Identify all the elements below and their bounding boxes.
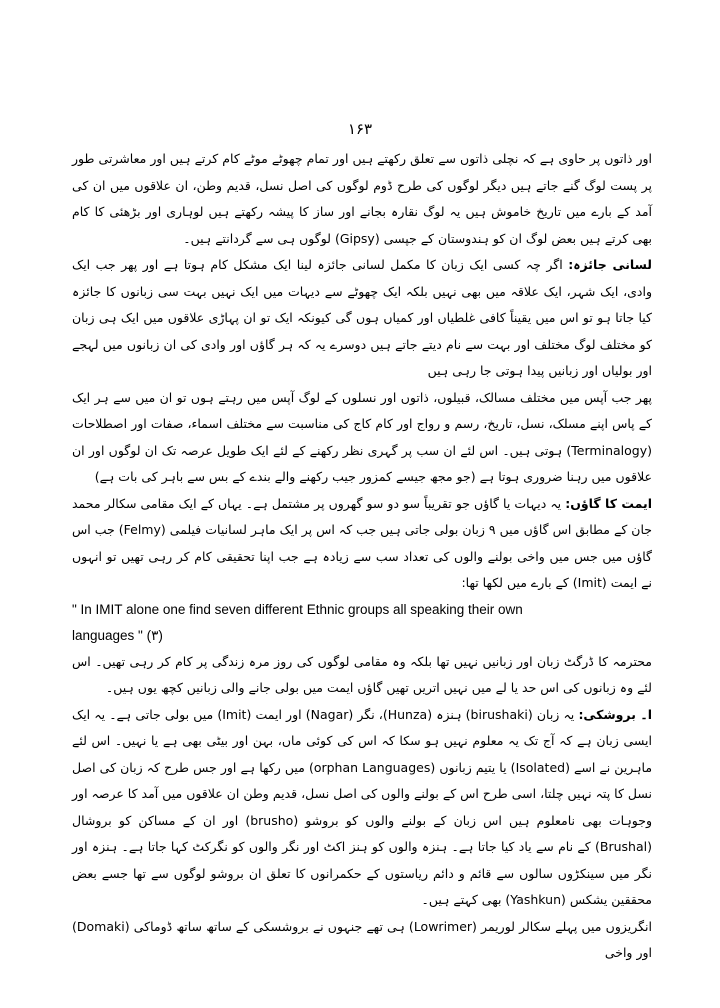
paragraph-languages-intro: محترمہ کا ڈرگٹ زبان اور زبانیں نہیں تھا بلکہ وہ مقامی لوگوں کی روز مرہ زندگی پر کام کر رہی تھیں۔ اس لئے وہ زبانوں کی اس حد یا لے میں نہیں اتریں تھیں گاؤں ایمت میں بولی جانے والی زبانیں کچھ یوں ہیں۔ [72, 653, 652, 695]
paragraph-burushaski [72, 702, 652, 914]
paragraph-dom-people: اور ذاتوں پر حاوی ہے کہ نچلی ذاتوں سے تعلق رکھتے ہیں اور تمام چھوٹے موٹے کام کرتے ہیں اور معاشرتی طور پر پست لوگ گنے جاتے ہیں دیگر لوگوں کی طرح ڈوم لوگوں کی اصل نسل، قدیم وطن، ان علاقوں میں ان کی آمد کے بارے میں تاریخ خاموش ہیں یہ لوگ نقارہ بجانے اور ساز کا پیشہ رکھتے ہیں لوہاری اور بڑھئی کا کام بھی کرتے ہیں بعض لوگ ان کو ہندوستان کے جپسی (Gipsy) لوگوں ہی سے گردانتے ہیں۔ [72, 151, 652, 246]
quote-line-2: languages " (۳) [72, 627, 163, 643]
paragraph-linguistic-survey [72, 252, 652, 385]
heading-imit-village: ایمت کا گاؤں: [565, 495, 652, 511]
paragraph-terminology: پھر جب آپس میں مختلف مسالک، قبیلوں، ذاتوں اور نسلوں کے لوگ آپس میں رہتے ہوں تو ان میں سے ہر ایک کے پاس اپنے مسلک، نسل، تاریخ، رسم و رواج اور کام کاج کی مناسبت سے مختلف اسماء، صفات اور اصطلاحات (Terminalogy) ہوتی ہیں۔ اس لئے ان سب پر گہری نظر رکھنے کے لئے ایک طویل عرصہ تک ان لوگوں اور ان علاقوں میں رہنا ضروری ہوتا ہے (جو مجھ جیسے کمزور جیب رکھنے والے بندے کے بس سے باہر کی بات ہے) [72, 389, 652, 484]
quote-line-1: " In IMIT alone one find seven different Ethnic groups all speaking their own [72, 601, 523, 617]
page-number: ۱۶۳ [347, 120, 373, 138]
paragraph-body: یہ دیہات یا گاؤں جو تقریباً سو دو سو گھروں پر مشتمل ہے۔ یہاں کے ایک مقامی سکالر محمد جان کے مطابق اس گاؤں میں ۹ زبان بولی جاتی ہیں جب کہ اس پر ایک ماہر لسانیات فیلمی (Felmy) جب اس گاؤں میں جس میں واخی بولنے والوں کی تعداد سب سے زیادہ ہے جب اپنا تحقیقی کام کر رہی تھیں تو انہوں نے ایمت (Imit) کے بارے میں لکھا تھا: [72, 495, 652, 590]
paragraph-body: یہ زبان (birushaki) ہنزہ (Hunza)، نگر (Nagar) اور ایمت (Imit) میں بولی جاتی ہے۔ یہ ایک ایسی زبان ہے کہ آج تک یہ معلوم نہیں ہو سکا کہ اس کی کوئی ماں، بہن اور بیٹی بھی ہے یا نہیں۔ اس لئے ماہرین نے اسے (Isolated) یا یتیم زبانوں (orphan Languages) میں رکھا ہے اور جس طرح کہ زبان کی اصل نسل کا پتہ نہیں چلتا، اسی طرح اس کے بولنے والوں کی اصل نسل، قدیم وطن ان علاقوں میں آمد کا عرصہ اور وجوہات بھی نامعلوم ہیں اس زبان کے بولنے والوں کو بروشو (brusho) اور ان کے مساکن کو بروشال (Brushal) کے نام سے یاد کیا جاتا ہے۔ ہنزہ والوں کو ہنز اکٹ اور نگر والوں کو نگرکٹ کہا جاتا ہے۔ ہنزہ اور نگر میں سینکڑوں سالوں سے قائم و دائم ریاستوں کے حکمرانوں کا تعلق ان بروشو لوگوں سے تھا جسے بعض محققین یشکس (Yashkun) بھی کہتے ہیں۔ [72, 706, 653, 907]
paragraph-body: اگر چہ کسی ایک زبان کا مکمل لسانی جائزہ لینا ایک مشکل کام ہوتا ہے اور پھر جب ایک وادی، ایک شہر، ایک علاقہ میں بھی نہیں بلکہ ایک چھوٹے سے دیہات میں ایک نہیں بہت سی زبانوں کا جائزہ کیا جاتا ہو تو اس میں یقیناً کافی غلطیاں اور کمیاں ہوں گی کیونکہ ایک تو ان پہاڑی علاقوں میں ایک ہی زبان کو مختلف لوگ مختلف اور بہت سے نام دیتے جاتے ہیں دوسرے یہ کہ ہر گاؤں اور وادی کی ان زبانوں میں لہجے اور بولیاں اور زبانیں پیدا ہوتی جا رہی ہیں [72, 257, 652, 378]
document-body [72, 146, 652, 967]
english-quote [72, 597, 652, 649]
heading-linguistic-survey: لسانی جائزہ: [568, 257, 653, 272]
paragraph-imit-village [72, 491, 652, 597]
heading-burushaski: ا۔ بروشکی: [578, 706, 653, 722]
paragraph-lowrimer: انگریزوں میں پہلے سکالر لوریمر (Lowrimer) ہی تھے جنہوں نے بروشسکی کے ساتھ ساتھ ڈوماکی (Domaki) اور واخی [72, 918, 652, 960]
